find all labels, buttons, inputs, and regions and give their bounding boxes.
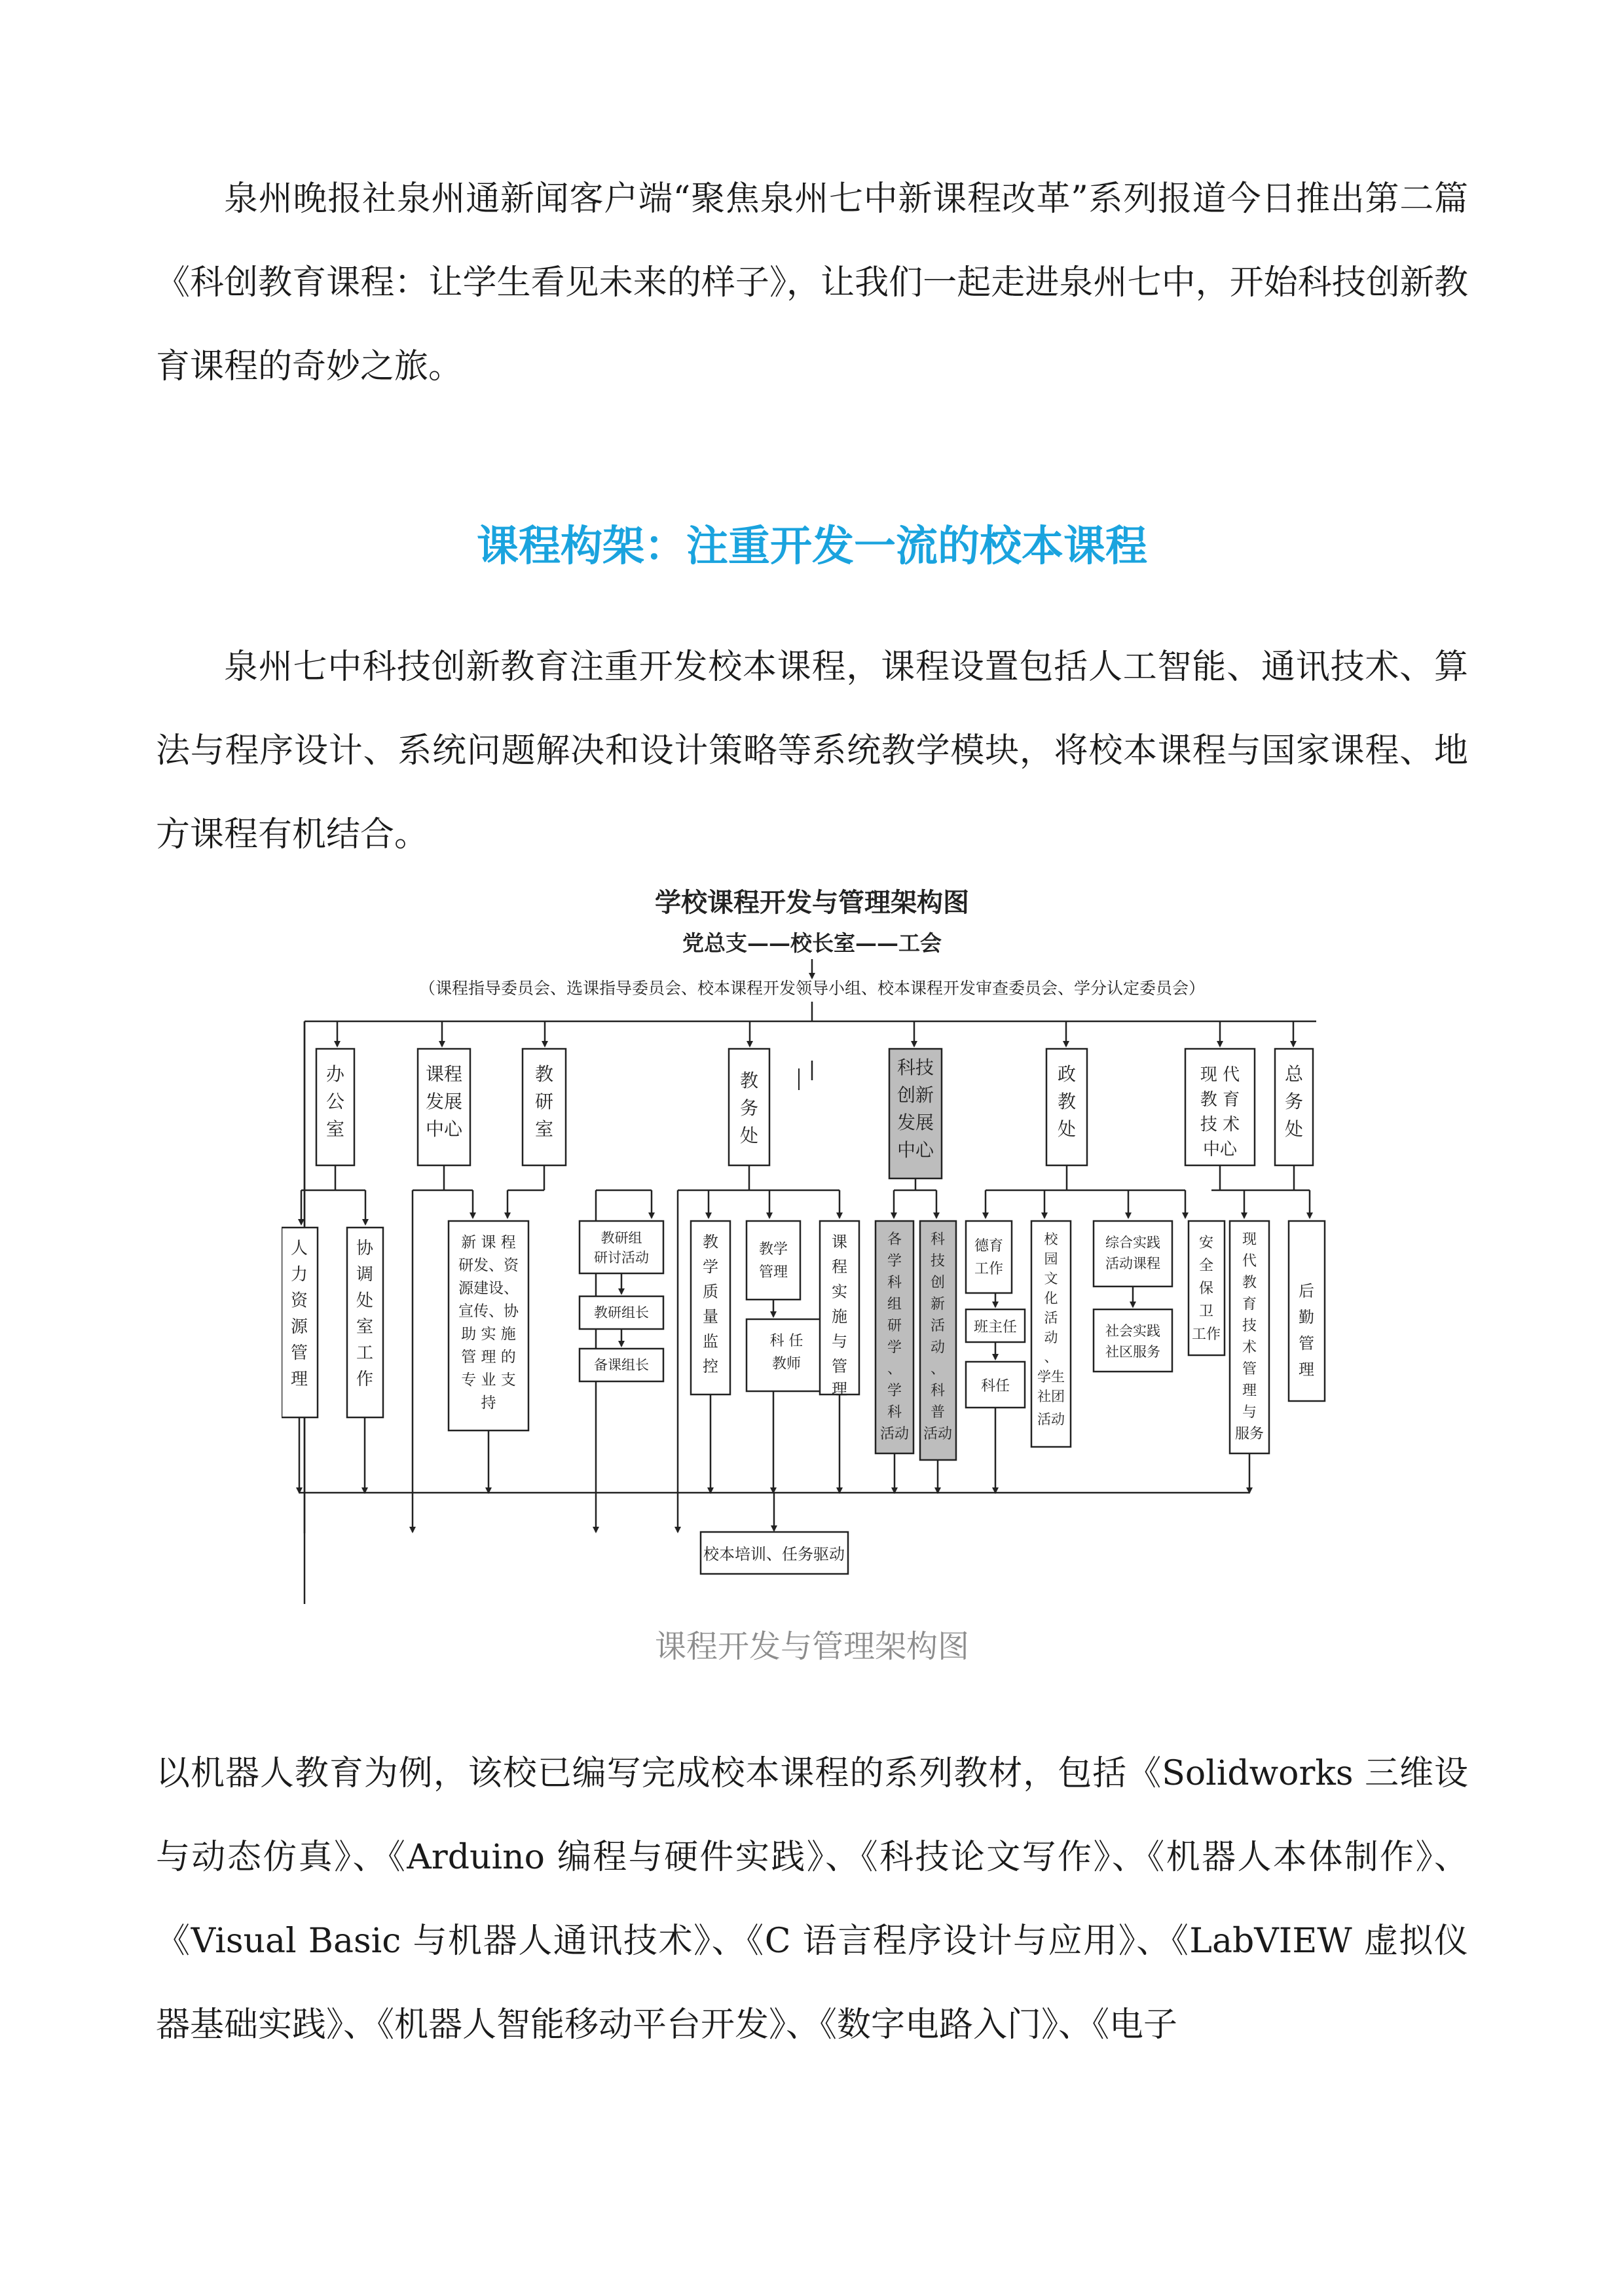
dept-political-label: 政教处 xyxy=(1057,1063,1077,1140)
dept-general-label: 总务处 xyxy=(1284,1063,1304,1140)
dept-academic-label: 教务处 xyxy=(739,1070,759,1146)
unit-moral-box xyxy=(966,1221,1012,1293)
bottom-label: 校本培训、任务驱动 xyxy=(703,1545,845,1563)
unit-subject-teacher-label: 科任 xyxy=(980,1378,1010,1394)
unit-teachers-box xyxy=(747,1319,826,1391)
unit-teaching-mgmt-box xyxy=(747,1221,800,1300)
unit-practice-box xyxy=(1094,1221,1172,1286)
unit-social-box xyxy=(1094,1309,1172,1372)
chart-committees: （课程指导委员会、选课指导委员会、校本课程开发领导小组、校本课程开发审查委员会、学分认定委员会） xyxy=(418,979,1206,998)
unit-practice-label: 综合实践活动课程 xyxy=(1105,1235,1160,1271)
section-paragraph: 泉州七中科技创新教育注重开发校本课程，课程设置包括人工智能、通讯技术、算法与程序设计、系统问题解决和设计策略等系统教学模块，将校本课程与国家课程、地方课程有机结合。 xyxy=(156,647,1468,854)
unit-prep-leader-label: 备课组长 xyxy=(594,1357,649,1373)
chart-leadership: 党总支——校长室——工会 xyxy=(682,930,942,956)
unit-subject-groups-label: 各学科组研学、学科活动 xyxy=(879,1231,910,1442)
unit-research-leader-label: 教研组长 xyxy=(594,1305,649,1321)
unit-teaching-mgmt-label: 教学管理 xyxy=(758,1241,788,1281)
section-heading: 课程构架：注重开发一流的校本课程 xyxy=(477,522,1147,571)
body-after-paragraph: 以机器人教育为例，该校已编写完成校本课程的系列教材，包括《Solidworks 三维设与动态仿真》、《Arduino 编程与硬件实践》、《科技论文写作》、《机器人本体制作》、《Visual Basic 与机器人通讯技术》、《C 语言程序设计与应用》、《LabVIEW 虚拟仪器基础实践》、《机器人智能移动平台开发》、《数字电路入门》、《电子 xyxy=(156,1754,1468,2045)
unit-campus-culture-label: 校园文化活动、学生社团活动 xyxy=(1037,1231,1065,1427)
unit-new-course-label: 新 课 程研发、资源建设、宣传、协助 实 施管 理 的专 业 支持 xyxy=(458,1234,519,1412)
dept-modern-tech-label: 现 代教 育技 术中心 xyxy=(1200,1065,1240,1159)
dept-office-label: 办公室 xyxy=(325,1063,345,1140)
unit-moral-label: 德育工作 xyxy=(974,1238,1004,1277)
dept-curriculum-label: 课程发展中心 xyxy=(425,1063,463,1140)
unit-quality-label: 教学质量监控 xyxy=(703,1233,718,1376)
unit-social-label: 社会实践社区服务 xyxy=(1105,1323,1160,1360)
dept-innovation-label: 科技创新发展中心 xyxy=(896,1057,934,1161)
unit-innov-activities-label: 科技创新活动、科普活动 xyxy=(923,1231,953,1442)
dept-research-label: 教研室 xyxy=(534,1063,554,1140)
unit-research-group-box xyxy=(580,1221,663,1273)
intro-paragraph: 泉州晚报社泉州通新闻客户端“聚焦泉州七中新课程改革”系列报道今日推出第二篇《科创教育课程：让学生看见未来的样子》，让我们一起走进泉州七中，开始科技创新教育课程的奇妙之旅。 xyxy=(156,179,1468,386)
unit-logistics-label: 后勤管理 xyxy=(1299,1282,1314,1379)
unit-research-group-label: 教研组研讨活动 xyxy=(594,1230,649,1266)
unit-coord-label: 协调处室工作 xyxy=(356,1239,374,1389)
unit-teachers-label: 科 任教师 xyxy=(769,1333,803,1372)
unit-implement-label: 课程实施与管理 xyxy=(832,1233,847,1398)
figure-caption: 课程开发与管理架构图 xyxy=(654,1628,969,1665)
unit-safety-label: 安全保卫工作 xyxy=(1191,1235,1221,1343)
unit-modern-mgmt-label: 现代教育技术管理与服务 xyxy=(1234,1231,1264,1442)
chart-title: 学校课程开发与管理架构图 xyxy=(655,887,969,918)
unit-head-teacher-label: 班主任 xyxy=(973,1319,1018,1336)
unit-hr-label: 人力资源管理 xyxy=(290,1239,308,1389)
org-chart xyxy=(282,877,1342,1604)
